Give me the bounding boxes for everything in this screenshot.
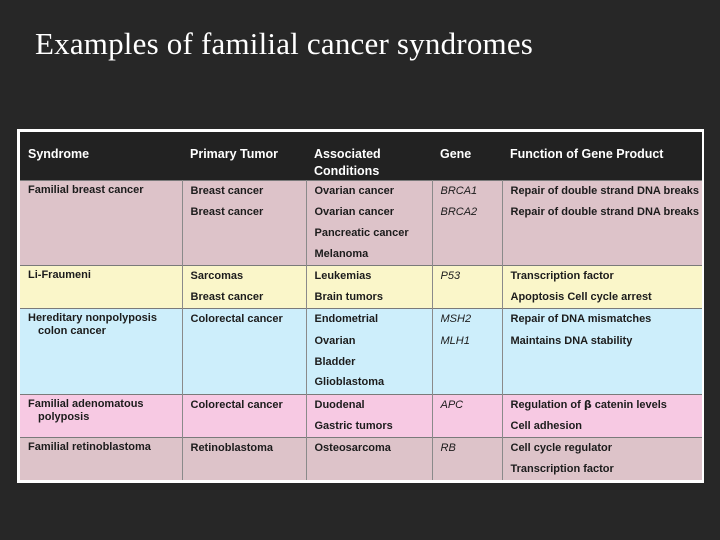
syndrome-cell: [20, 266, 182, 309]
syndrome-name: Li-Fraumeni: [28, 269, 91, 282]
gene-cell: [432, 372, 502, 394]
table-row: [20, 394, 702, 416]
condition-cell: Leukemias: [306, 266, 432, 288]
table-row: [20, 437, 702, 459]
tumor-cell: [182, 416, 306, 438]
function-cell: Cell adhesion: [502, 416, 702, 438]
gene-cell: [432, 459, 502, 480]
function-cell: Repair of DNA mismatches: [502, 309, 702, 331]
condition-cell: Duodenal: [306, 394, 432, 416]
header-gene: Gene: [432, 132, 502, 181]
function-cell: [502, 372, 702, 394]
table-header-row: [20, 132, 702, 181]
tumor-cell: [182, 352, 306, 373]
gene-cell: MSH2: [432, 309, 502, 331]
gene-cell: [432, 416, 502, 438]
header-syndrome: Syndrome: [20, 132, 182, 181]
function-suffix: catenin levels: [591, 398, 667, 411]
syndrome-name: Familial breast cancer: [28, 184, 144, 196]
syndrome-name-line2: polyposis: [38, 410, 90, 423]
gene-cell: BRCA1: [432, 181, 502, 203]
table-row: [20, 266, 702, 288]
syndrome-name-line1: Familial adenomatous: [28, 397, 144, 410]
condition-cell: Ovarian cancer: [306, 181, 432, 203]
header-associated-line1: Associated: [314, 147, 381, 161]
function-cell: [502, 394, 702, 416]
syndrome-table-frame: [17, 129, 704, 483]
header-associated-conditions: [306, 132, 432, 181]
function-cell: Apoptosis Cell cycle arrest: [502, 287, 702, 309]
gene-cell: [432, 352, 502, 373]
function-cell: [502, 244, 702, 266]
function-cell: [502, 352, 702, 373]
gene-cell: [432, 244, 502, 266]
syndrome-name-line1: Hereditary nonpolyposis: [28, 312, 157, 325]
header-primary-tumor: Primary Tumor: [182, 132, 306, 181]
syndrome-cell: [20, 437, 182, 480]
condition-cell: Melanoma: [306, 244, 432, 266]
gene-cell: APC: [432, 394, 502, 416]
table-row: [20, 181, 702, 203]
syndrome-cell: [20, 309, 182, 394]
gene-cell: RB: [432, 437, 502, 459]
slide-title: Examples of familial cancer syndromes: [35, 26, 534, 61]
table-row: [20, 309, 702, 331]
syndrome-cell: [20, 394, 182, 437]
beta-symbol: β: [583, 397, 592, 411]
condition-cell: Bladder: [306, 352, 432, 373]
syndrome-cell: [20, 181, 182, 266]
header-function: Function of Gene Product: [502, 132, 702, 181]
function-cell: Cell cycle regulator: [502, 437, 702, 459]
syndrome-name: Familial retinoblastoma: [28, 440, 151, 453]
condition-cell: [306, 459, 432, 480]
condition-cell: Ovarian: [306, 331, 432, 352]
tumor-cell: [182, 223, 306, 244]
syndrome-table: [20, 132, 702, 480]
gene-cell: P53: [432, 266, 502, 288]
tumor-cell: Colorectal cancer: [182, 394, 306, 416]
function-cell: Repair of double strand DNA breaks: [502, 181, 702, 203]
function-cell: Maintains DNA stability: [502, 331, 702, 352]
tumor-cell: [182, 459, 306, 480]
tumor-cell: [182, 331, 306, 352]
condition-cell: Glioblastoma: [306, 372, 432, 394]
tumor-cell: Colorectal cancer: [182, 309, 306, 331]
condition-cell: Gastric tumors: [306, 416, 432, 438]
function-cell: [502, 223, 702, 244]
function-cell: Transcription factor: [502, 459, 702, 480]
function-prefix: Regulation of: [510, 398, 584, 411]
tumor-cell: [182, 244, 306, 266]
function-cell: Transcription factor: [502, 266, 702, 288]
tumor-cell: [182, 372, 306, 394]
syndrome-name-line2: colon cancer: [38, 325, 106, 338]
gene-cell: BRCA2: [432, 202, 502, 223]
tumor-cell: Retinoblastoma: [182, 437, 306, 459]
condition-cell: Brain tumors: [306, 287, 432, 309]
condition-cell: Endometrial: [306, 309, 432, 331]
gene-cell: [432, 223, 502, 244]
tumor-cell: Sarcomas: [182, 266, 306, 288]
header-associated-line2: Conditions: [314, 164, 380, 178]
tumor-cell: Breast cancer: [182, 202, 306, 223]
condition-cell: Ovarian cancer: [306, 202, 432, 223]
gene-cell: [432, 287, 502, 309]
gene-cell: MLH1: [432, 331, 502, 352]
tumor-cell: Breast cancer: [182, 287, 306, 309]
condition-cell: Pancreatic cancer: [306, 223, 432, 244]
condition-cell: Osteosarcoma: [306, 437, 432, 459]
tumor-cell: Breast cancer: [182, 181, 306, 203]
function-cell: Repair of double strand DNA breaks: [502, 202, 702, 223]
